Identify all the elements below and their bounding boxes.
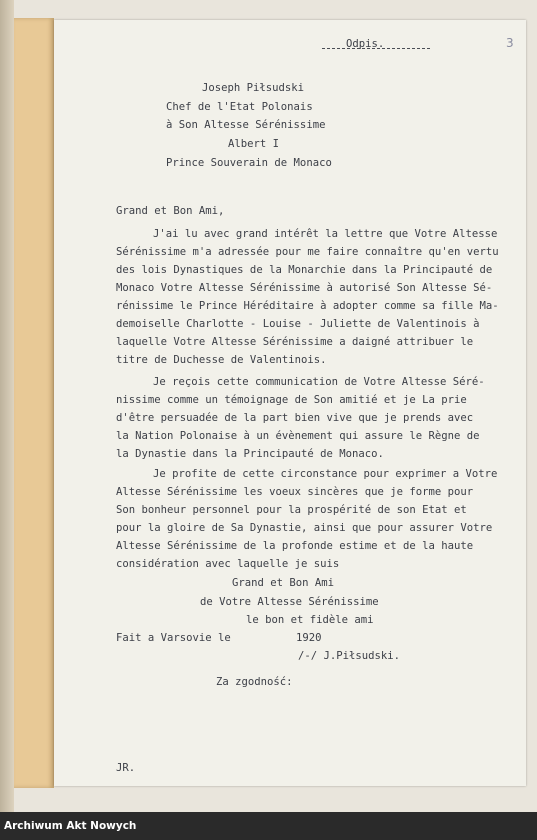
body-line: Monaco Votre Altesse Sérénissime à autorisé Son Altesse Sé- [116, 282, 493, 294]
closing-line: Grand et Bon Ami [232, 577, 335, 589]
body-line: Altesse Sérénissime les voeux sincères que je forme pour [116, 486, 474, 498]
signature: /-/ J.Piłsudski. [298, 650, 401, 662]
closing-line: le bon et fidèle ami [246, 614, 374, 626]
body-line: la Nation Polonaise à un évènement qui assure le Règne de [116, 430, 480, 442]
body-line: des lois Dynastiques de la Monarchie dans la Principauté de [116, 264, 493, 276]
archive-label: Archiwum Akt Nowych [4, 820, 137, 832]
typist-initials: JR. [116, 762, 136, 774]
folder-cover [14, 18, 54, 788]
odpis-underline [322, 48, 430, 49]
body-line: J'ai lu avec grand intérêt la lettre que Votre Altesse [153, 228, 498, 240]
body-line: demoiselle Charlotte - Louise - Juliette de Valentinois à [116, 318, 480, 330]
body-line: rénissime le Prince Héréditaire à adopter comme sa fille Ma- [116, 300, 499, 312]
address-line: Albert I [228, 138, 280, 150]
address-line: à Son Altesse Sérénissime [166, 119, 326, 131]
body-line: pour la gloire de Sa Dynastie, ainsi que pour assurer Votre [116, 522, 493, 534]
address-line: Chef de l'Etat Polonais [166, 101, 313, 113]
binding-edge [0, 0, 14, 812]
page-number: 3 [506, 36, 514, 50]
address-line: Prince Souverain de Monaco [166, 157, 332, 169]
certification-label: Za zgodność: [216, 676, 293, 688]
body-line: d'être persuadée de la part bien vive que je prends avec [116, 412, 474, 424]
address-line: Joseph Piłsudski [202, 82, 305, 94]
body-line: Sérénissime m'a adressée pour me faire connaître qu'en vertu [116, 246, 499, 258]
salutation: Grand et Bon Ami, [116, 205, 225, 217]
body-line: titre de Duchesse de Valentinois. [116, 354, 327, 366]
body-line: Son bonheur personnel pour la prospérité de son Etat et [116, 504, 467, 516]
year: 1920 [296, 632, 322, 644]
body-line: Je reçois cette communication de Votre Altesse Séré- [153, 376, 485, 388]
body-line: Je profite de cette circonstance pour exprimer a Votre [153, 468, 498, 480]
body-line: la Dynastie dans la Principauté de Monaco. [116, 448, 384, 460]
body-line: Altesse Sérénissime de la profonde estime et de la haute [116, 540, 474, 552]
odpis-label: Odpis. [346, 38, 385, 50]
body-line: laquelle Votre Altesse Sérénissime a daigné attribuer le [116, 336, 474, 348]
closing-line: de Votre Altesse Sérénissime [200, 596, 379, 608]
place-date: Fait a Varsovie le [116, 632, 231, 644]
body-line: considération avec laquelle je suis [116, 558, 340, 570]
body-line: nissime comme un témoignage de Son amitié et je La prie [116, 394, 467, 406]
